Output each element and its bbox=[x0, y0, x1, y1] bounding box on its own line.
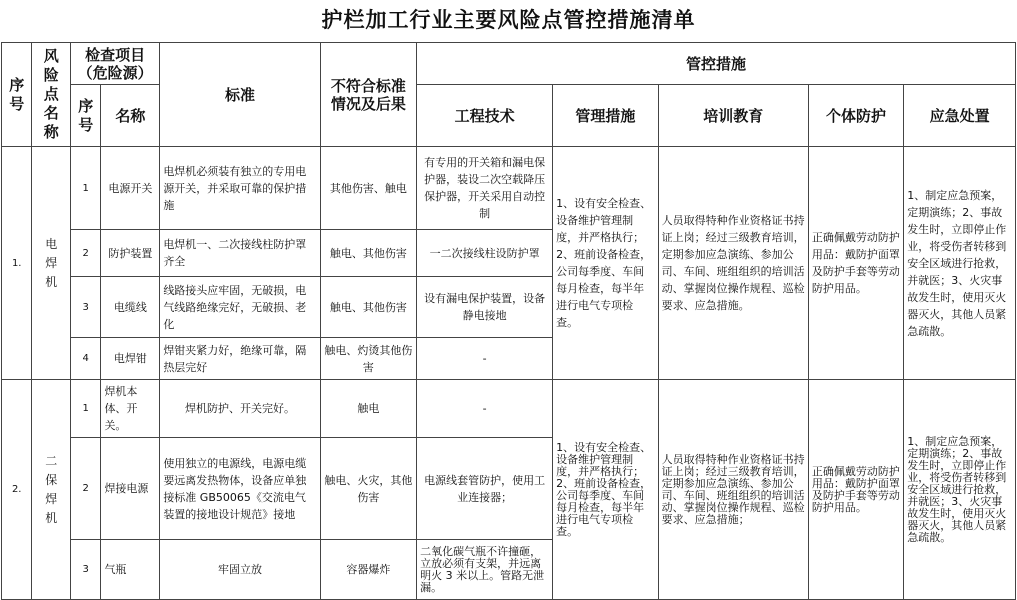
header-control: 管控措施 bbox=[417, 43, 1016, 85]
item-nonconform: 触电、其他伤害 bbox=[320, 277, 416, 338]
emergency-response: 1、制定应急预案，定期演练；2、事故发生时，立即停止作业，将受伤者转移到安全区域进行抢救，并就医；3、火灾事故发生时，使用灭火器灭火，其他人员紧急疏散。 bbox=[904, 147, 1016, 380]
item-engineering: 二氧化碳气瓶不许撞砸，立放必须有支架，并远离明火 3 米以上。管路无泄漏。 bbox=[417, 540, 553, 600]
item-standard: 牢固立放 bbox=[160, 540, 320, 600]
item-engineering: 一二次接线柱设防护罩 bbox=[417, 230, 553, 277]
item-standard: 焊机防护、开关完好。 bbox=[160, 380, 320, 438]
item-engineering: - bbox=[417, 338, 553, 380]
item-no: 3 bbox=[71, 540, 101, 600]
item-nonconform: 触电、火灾，其他伤害 bbox=[320, 438, 416, 540]
item-engineering: 有专用的开关箱和漏电保护器，装设二次空载降压保护器，开关采用自动控制 bbox=[417, 147, 553, 230]
management-measures: 1、设有安全检查、设备维护管理制度，并严格执行；2、班前设备检查，公司每季度、车间每月检查，每半年进行电气专项检查。 bbox=[553, 380, 659, 600]
page-title: 护栏加工行业主要风险点管控措施清单 bbox=[321, 7, 696, 32]
item-no: 2 bbox=[71, 438, 101, 540]
item-standard: 线路接头应牢固，无破损，电气线路绝缘完好，无破损、老化 bbox=[160, 277, 320, 338]
item-nonconform: 容器爆炸 bbox=[320, 540, 416, 600]
item-no: 1 bbox=[71, 147, 101, 230]
header-engineering: 工程技术 bbox=[417, 85, 553, 147]
personal-protection: 正确佩戴劳动防护用品：戴防护面罩及防护手套等劳动防护用品。 bbox=[808, 380, 903, 600]
header-emergency: 应急处置 bbox=[904, 85, 1016, 147]
item-nonconform: 触电、灼烫其他伤害 bbox=[320, 338, 416, 380]
emergency-response: 1、制定应急预案，定期演练；2、事故发生时，立即停止作业，将受伤者转移到安全区域进行抢救，并就医；3、火灾事故发生时，使用灭火器灭火，其他人员紧急疏散。 bbox=[904, 380, 1016, 600]
item-nonconform: 其他伤害、触电 bbox=[320, 147, 416, 230]
item-name: 电焊钳 bbox=[101, 338, 160, 380]
item-standard: 电焊机一、二次接线柱防护罩齐全 bbox=[160, 230, 320, 277]
item-nonconform: 触电 bbox=[320, 380, 416, 438]
item-name: 防护装置 bbox=[101, 230, 160, 277]
item-standard: 焊钳夹紧力好，绝缘可靠，隔热层完好 bbox=[160, 338, 320, 380]
header-ppe: 个体防护 bbox=[808, 85, 903, 147]
header-sub-seq: 序号 bbox=[71, 85, 101, 147]
item-no: 4 bbox=[71, 338, 101, 380]
item-standard: 使用独立的电源线，电源电缆要远离发热物体，设备应单独接标准 GB50065《交流电气装置的接地设计规范》接地 bbox=[160, 438, 320, 540]
item-name: 电源开关 bbox=[101, 147, 160, 230]
table-row bbox=[2, 380, 1016, 438]
header-training: 培训教育 bbox=[658, 85, 808, 147]
risk-point-name: 电焊机 bbox=[32, 147, 71, 380]
item-name: 焊接电源 bbox=[101, 438, 160, 540]
item-name: 电缆线 bbox=[101, 277, 160, 338]
item-engineering: 设有漏电保护装置，设备静电接地 bbox=[417, 277, 553, 338]
header-seq: 序号 bbox=[2, 43, 32, 147]
group-seq: 2. bbox=[2, 380, 32, 600]
header-check-item: 检查项目（危险源） bbox=[71, 43, 160, 85]
item-no: 1 bbox=[71, 380, 101, 438]
management-measures: 1、设有安全检查、设备维护管理制度，并严格执行；2、班前设备检查，公司每季度、车间每月检查，每半年进行电气专项检查。 bbox=[553, 147, 659, 380]
header-nonconform: 不符合标准情况及后果 bbox=[320, 43, 416, 147]
item-name: 气瓶 bbox=[101, 540, 160, 600]
item-engineering: - bbox=[417, 380, 553, 438]
header-management: 管理措施 bbox=[553, 85, 659, 147]
item-name: 焊机本体、开关。 bbox=[101, 380, 160, 438]
risk-control-table bbox=[1, 42, 1016, 600]
header-standard: 标准 bbox=[160, 43, 320, 147]
header-name: 名称 bbox=[101, 85, 160, 147]
item-no: 3 bbox=[71, 277, 101, 338]
personal-protection: 正确佩戴劳动防护用品：戴防护面罩及防护手套等劳动防护用品。 bbox=[808, 147, 903, 380]
item-engineering: 电源线套管防护，使用工业连接器； bbox=[417, 438, 553, 540]
risk-point-name: 二保焊机 bbox=[32, 380, 71, 600]
table-row bbox=[2, 147, 1016, 230]
training-education: 人员取得特种作业资格证书持证上岗；经过三级教育培训，定期参加应急演练、参加公司、车间、班组组织的培训活动、掌握岗位操作规程、巡检要求、应急措施； bbox=[658, 380, 808, 600]
item-no: 2 bbox=[71, 230, 101, 277]
group-seq: 1. bbox=[2, 147, 32, 380]
header-risk-point: 风险点名称 bbox=[32, 43, 71, 147]
item-nonconform: 触电、其他伤害 bbox=[320, 230, 416, 277]
item-standard: 电焊机必须装有独立的专用电源开关，并采取可靠的保护措施 bbox=[160, 147, 320, 230]
training-education: 人员取得特种作业资格证书持证上岗；经过三级教育培训，定期参加应急演练、参加公司、车间、班组组织的培训活动、掌握岗位操作规程、巡检要求、应急措施。 bbox=[658, 147, 808, 380]
